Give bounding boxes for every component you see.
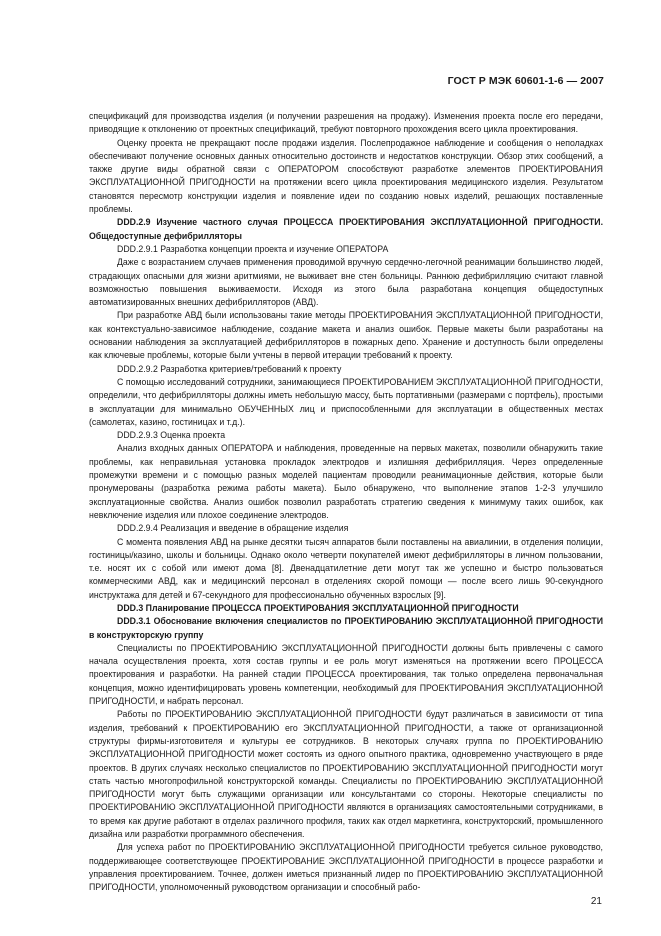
paragraph-3: Даже с возрастанием случаев применения проводимой вручную сердечно-легочной реанимации большинство людей, страдающих опасными для жизни аритмиями, не выживает вне стен больницы. Раннюю дефибрилляцию считают главной возможностью повышения выживаемости. Исходя из этого была разработана концепция общедоступных автоматизированных внешних дефибрилляторов (АВД).	[89, 257, 603, 308]
section-heading-ddd-3: DDD.3 Планирование ПРОЦЕССА ПРОЕКТИРОВАНИЯ ЭКСПЛУАТАЦИОННОЙ ПРИГОДНОСТИ	[117, 602, 519, 613]
paragraph-2: Оценку проекта не прекращают после продажи изделия. Послепродажное наблюдение и сообщения о неполадках обеспечивают получение основных данных относительно достоинств и недостатков конструкции. Обзор этих сообщений, а также другие виды обратной связи с ОПЕРАТОРОМ способствуют разработке элементов ПРОЕКТИРОВАНИЯ ЭКСПЛУАТАЦИОННОЙ ПРИГОДНОСТИ на протяжении всего цикла проектирования медицинского изделия. Результатом становятся пересмотр конструкции изделия и появление идеи по созданию новых изделий, решающих поставленные проблемы.	[89, 137, 603, 215]
subsection-heading-ddd-2-9-3: DDD.2.9.3 Оценка проекта	[117, 430, 226, 441]
paragraph-1: спецификаций для производства изделия (и получении разрешения на продажу). Изменения проекта после его передачи, приводящие к отклонению от проектных спецификаций, требуют повторного прохождения всего цикла проектирования.	[89, 111, 603, 135]
paragraph-5: С помощью исследований сотрудники, занимающиеся ПРОЕКТИРОВАНИЕМ ЭКСПЛУАТАЦИОННОЙ ПРИГОДНОСТИ, определили, что дефибрилляторы должны иметь небольшую массу, быть портативными (размерами с портфель), простыми в эксплуатации для минимально ОБУЧЕННЫХ лиц и приспособленными для эксплуатации в общественных местах (самолетах, казино, гостиницах и т.д.).	[89, 376, 603, 427]
paragraph-10: Для успеха работ по ПРОЕКТИРОВАНИЮ ЭКСПЛУАТАЦИОННОЙ ПРИГОДНОСТИ требуется сильное руководство, поддерживающее соответствующее ПРОЕКТИРОВАНИЕ ЭКСПЛУАТАЦИОННОЙ ПРИГОДНОСТИ в процессе разработки и управления проектированием. Точнее, должен иметься признанный лидер по ПРОЕКТИРОВАНИЮ ЭКСПЛУАТАЦИОННОЙ ПРИГОДНОСТИ, уполномоченный руководством организации и способный рабо-	[89, 842, 603, 893]
section-heading-ddd-2-9: DDD.2.9 Изучение частного случая ПРОЦЕССА ПРОЕКТИРОВАНИЯ ЭКСПЛУАТАЦИОННОЙ ПРИГОДНОСТИ. Общедоступные дефибрилляторы	[89, 217, 603, 241]
subsection-heading-ddd-2-9-1: DDD.2.9.1 Разработка концепции проекта и изучение ОПЕРАТОРА	[117, 243, 389, 254]
subsection-heading-ddd-2-9-4: DDD.2.9.4 Реализация и введение в обращение изделия	[117, 523, 349, 534]
paragraph-9: Работы по ПРОЕКТИРОВАНИЮ ЭКСПЛУАТАЦИОННОЙ ПРИГОДНОСТИ будут различаться в зависимости от типа изделия, требований к ПРОЕКТИРОВАНИЮ его ЭКСПЛУАТАЦИОННОЙ ПРИГОДНОСТИ, а также от организационной структуры фирмы-изготовителя и культуры ее сотрудников. В некоторых случаях группа по ПРОЕКТИРОВАНИЮ ЭКСПЛУАТАЦИОННОЙ ПРИГОДНОСТИ может состоять из одного опытного практика, одновременно участвующего в ряде проектов. В других случаях несколько специалистов по ПРОЕКТИРОВАНИЮ ЭКСПЛУАТАЦИОННОЙ ПРИГОДНОСТИ могут стать частью многопрофильной конструкторской команды. Специалисты по ПРОЕКТИРОВАНИЮ ЭКСПЛУАТАЦИОННОЙ ПРИГОДНОСТИ могут быть служащими организации или консультантами со стороны. Некоторые специалисты по ПРОЕКТИРОВАНИЮ ЭКСПЛУАТАЦИОННОЙ ПРИГОДНОСТИ являются в организациях самостоятельными сотрудниками, в то время как другие работают в отделах различного профиля, таких как отдел маркетинга, конструкторский, промышленного дизайна или разработки программного обеспечения.	[89, 709, 603, 840]
paragraph-6: Анализ входных данных ОПЕРАТОРА и наблюдения, проведенные на первых макетах, позволили обнаружить такие проблемы, как неправильная установка прокладок электродов и излишняя дефибрилляция. Через определенные промежутки времени и с помощью разных моделей пациентам проводили реанимационные действия, которые были пронумерованы (разработка режима работы макета). Было обнаружено, что выполнение этапов 1-2-3 улучшило эксплуатационные свойства. Анализ ошибок позволил разработать стратегию сведения к минимуму таких ошибок, как невключение изделия или плохое соединение электродов.	[89, 443, 603, 520]
section-heading-ddd-3-1: DDD.3.1 Обоснование включения специалистов по ПРОЕКТИРОВАНИЮ ЭКСПЛУАТАЦИОННОЙ ПРИГОДНОСТИ в конструкторскую группу	[89, 616, 603, 640]
running-header: ГОСТ Р МЭК 60601-1-6 — 2007	[447, 75, 604, 87]
document-body	[89, 110, 603, 895]
subsection-heading-ddd-2-9-2: DDD.2.9.2 Разработка критериев/требований к проекту	[117, 363, 342, 374]
paragraph-8: Специалисты по ПРОЕКТИРОВАНИЮ ЭКСПЛУАТАЦИОННОЙ ПРИГОДНОСТИ должны быть привлечены с самого начала осуществления проекта, хотя состав группы и ее роль могут изменяться на протяжении всего ПРОЦЕССА проектирования и разработки. На ранней стадии ПРОЦЕССА проектирования, так только определена первоначальная концепция, можно идентифицировать уровень компетенции, необходимый для ПРОЕКТИРОВАНИЯ ЭКСПЛУАТАЦИОННОЙ ПРИГОДНОСТИ, и набрать персонал.	[89, 642, 603, 707]
paragraph-4: При разработке АВД были использованы такие методы ПРОЕКТИРОВАНИЯ ЭКСПЛУАТАЦИОННОЙ ПРИГОДНОСТИ, как контекстуально-зависимое наблюдение, создание макета и анализ ошибок. Первые макеты были разработаны на основании наблюдения за эксплуатацией дефибрилляторов в пожарных депо. Хранение и доступность были определены как ключевые проблемы, которые были учтены в первой итерации требований к проекту.	[89, 310, 603, 361]
paragraph-7: С момента появления АВД на рынке десятки тысяч аппаратов были поставлены на авиалинии, в отделения полиции, гостиницы/казино, школы и больницы. Однако около четверти покупателей имеют дефибрилляторы в личном пользовании, т.е. носят их с собой или имеют дома [8]. Двенадцатилетние дети могут так же успешно и быстро пользоваться коммерческими АВД, как и медицинский персонал в отделениях скорой помощи — после всего лишь 90-секундного инструктажа для детей и 67-секундного для профессионально обученных взрослых [9].	[89, 536, 603, 600]
page-number: 21	[590, 896, 602, 907]
